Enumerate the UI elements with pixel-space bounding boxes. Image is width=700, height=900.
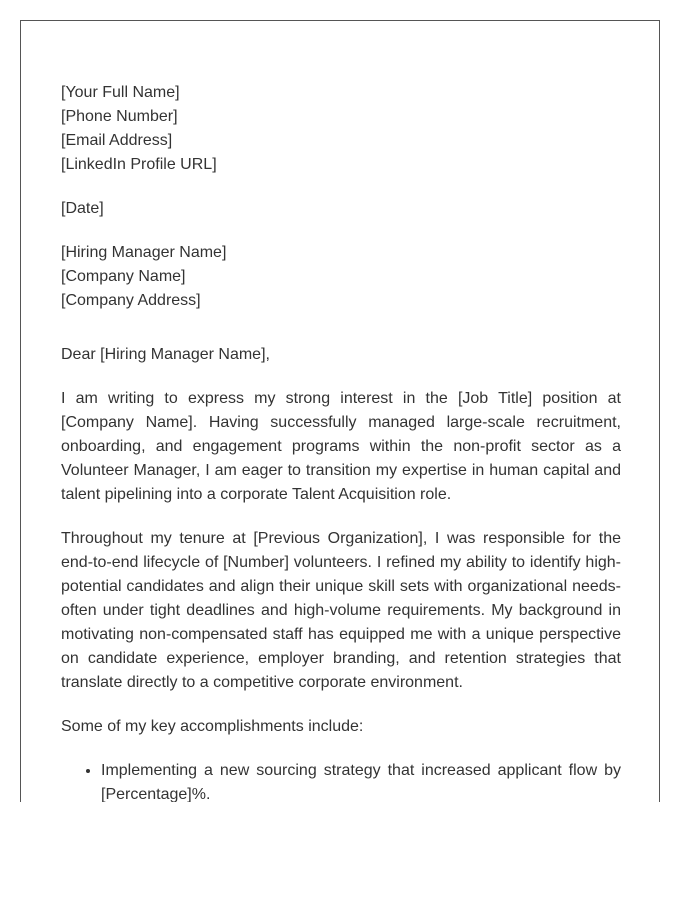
recipient-address: [Company Address] bbox=[61, 292, 201, 309]
recipient-company: [Company Name] bbox=[61, 268, 186, 285]
paragraph-intro: I am writing to express my strong interest in the [Job Title] position at [Company Name]. Having successfully managed large-scale recruitment, onboarding, and engagement programs within the non-profit sector as a Volunteer Manager, I am eager to transition my expertise in human capital and talent pipelining into a corporate Talent Acquisition role. bbox=[61, 390, 621, 503]
recipient-block bbox=[61, 241, 621, 313]
document-page bbox=[20, 20, 660, 802]
salutation: Dear [Hiring Manager Name], bbox=[61, 346, 270, 363]
sender-name: [Your Full Name] bbox=[61, 84, 180, 101]
sender-linkedin: [LinkedIn Profile URL] bbox=[61, 156, 217, 173]
list-item: • Implementing a new sourcing strategy that increased applicant flow by [Percentage]%. bbox=[101, 759, 621, 802]
sender-contact-block bbox=[61, 81, 621, 177]
paragraph-experience: Throughout my tenure at [Previous Organization], I was responsible for the end-to-end lifecycle of [Number] volunteers. I refined my ability to identify high-potential candidates and align their unique skill sets with organizational needs-often under tight deadlines and high-volume requirements. My background in motivating non-compensated staff has equipped me with a unique perspective on candidate experience, employer branding, and retention strategies that translate directly to a competitive corporate environment. bbox=[61, 530, 621, 691]
recipient-manager: [Hiring Manager Name] bbox=[61, 244, 227, 261]
sender-email: [Email Address] bbox=[61, 132, 173, 149]
cover-letter-body bbox=[61, 81, 621, 802]
letter-date: [Date] bbox=[61, 200, 104, 217]
sender-phone: [Phone Number] bbox=[61, 108, 178, 125]
paragraph-accomplishments-intro: Some of my key accomplishments include: bbox=[61, 718, 364, 735]
date-block bbox=[61, 197, 621, 221]
accomplishments-list bbox=[61, 759, 621, 802]
